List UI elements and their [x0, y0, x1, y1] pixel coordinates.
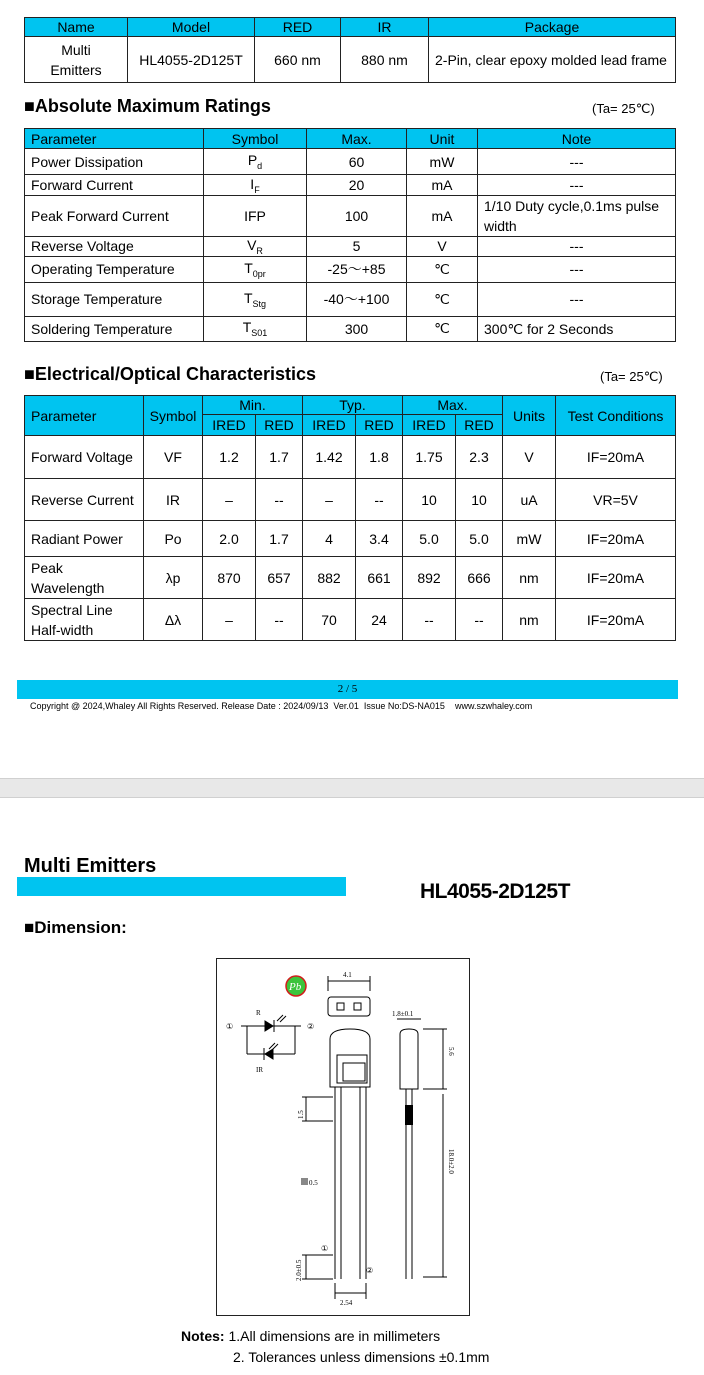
symbol-cell — [204, 282, 307, 316]
cell-ir: 880 nm — [341, 37, 429, 83]
abs-max-row — [25, 237, 676, 257]
eo-symbol-cell: IR — [144, 479, 203, 521]
eo-unit-cell: mW — [503, 521, 556, 557]
note-cell: 1/10 Duty cycle,0.1ms pulse width — [478, 196, 676, 237]
eo-param-cell: Forward Voltage — [25, 436, 144, 479]
symbol-subscript: F — [254, 184, 260, 195]
eo-value-cell: -- — [256, 479, 303, 521]
max-cell: 5 — [307, 237, 407, 257]
eo-value-cell: 1.8 — [356, 436, 403, 479]
abs-max-ta: (Ta= 25℃) — [592, 101, 655, 116]
circuit-pin2: ② — [307, 1022, 315, 1031]
th-eo-typ: Typ. — [303, 396, 403, 415]
eo-unit-cell: nm — [503, 557, 556, 599]
abs-max-row — [25, 256, 676, 282]
eo-row — [25, 557, 676, 599]
symbol-main: T — [242, 319, 252, 336]
label-ir: IR — [256, 1066, 263, 1074]
th-min-ired: IRED — [203, 415, 256, 436]
lead-pin1: ① — [321, 1244, 329, 1253]
note-cell: --- — [478, 256, 676, 282]
th-symbol: Symbol — [204, 129, 307, 149]
dimension-drawing-svg — [217, 959, 469, 1315]
eo-value-cell: 1.7 — [256, 521, 303, 557]
eo-value-cell: 10 — [403, 479, 456, 521]
th-eo-units: Units — [503, 396, 556, 436]
eo-param-cell: Peak Wavelength — [25, 557, 144, 599]
page2-heading: Multi Emitters — [24, 855, 157, 877]
th-eo-parameter: Parameter — [25, 396, 144, 436]
eo-value-cell: – — [303, 479, 356, 521]
symbol-main: T — [244, 259, 253, 276]
symbol-subscript: d — [257, 160, 263, 171]
page-separator — [0, 778, 704, 798]
note-2: 2. Tolerances unless dimensions ±0.1mm — [233, 1349, 490, 1365]
th-model: Model — [128, 18, 255, 37]
symbol-subscript: R — [256, 245, 263, 256]
th-eo-min: Min. — [203, 396, 303, 415]
symbol-main: T — [243, 289, 253, 306]
eo-symbol-cell: Δλ — [144, 599, 203, 641]
eo-value-cell: -- — [356, 479, 403, 521]
cell-name: Multi Emitters — [25, 37, 128, 83]
eo-value-cell: 24 — [356, 599, 403, 641]
eo-row — [25, 521, 676, 557]
abs-max-row — [25, 196, 676, 237]
eo-value-cell: – — [203, 479, 256, 521]
th-package: Package — [429, 18, 676, 37]
website-link[interactable]: www.szwhaley.com — [454, 701, 533, 711]
unit-cell: mA — [407, 175, 478, 196]
dimension-title: ■Dimension: — [24, 918, 127, 937]
eo-test-cell: IF=20mA — [556, 557, 676, 599]
symbol-cell — [204, 316, 307, 341]
eo-value-cell: 1.2 — [203, 436, 256, 479]
abs-max-title: ■Absolute Maximum Ratings — [24, 96, 271, 116]
note-line-1 — [181, 1326, 489, 1347]
eo-param-cell: Reverse Current — [25, 479, 144, 521]
note-cell: --- — [478, 282, 676, 316]
eo-value-cell: 666 — [456, 557, 503, 599]
th-typ-ired: IRED — [303, 415, 356, 436]
eo-symbol-cell: VF — [144, 436, 203, 479]
eo-value-cell: 5.0 — [456, 521, 503, 557]
symbol-main: V — [247, 237, 257, 253]
lead-pin2: ② — [366, 1266, 374, 1275]
eo-value-cell: 5.0 — [403, 521, 456, 557]
eo-value-cell: 1.75 — [403, 436, 456, 479]
th-unit: Unit — [407, 129, 478, 149]
summary-table — [24, 17, 676, 83]
eo-value-cell: 3.4 — [356, 521, 403, 557]
abs-max-row — [25, 175, 676, 196]
eo-symbol-cell: Po — [144, 521, 203, 557]
page2-heading-bar — [17, 877, 346, 896]
pin-width-marker — [301, 1178, 308, 1185]
th-max-ired: IRED — [403, 415, 456, 436]
page-number: 2 / 5 — [337, 683, 358, 695]
notes-label: Notes: — [181, 1328, 225, 1344]
copyright-text: Copyright @ 2024,Whaley All Rights Reserved. — [30, 701, 219, 711]
top-view — [328, 976, 370, 1016]
eo-value-cell: 2.3 — [456, 436, 503, 479]
th-typ-red: RED — [356, 415, 403, 436]
dim-1-8: 1.8±0.1 — [392, 1010, 414, 1018]
symbol-main: I — [250, 175, 255, 192]
th-max-red: RED — [456, 415, 503, 436]
max-cell: 60 — [307, 149, 407, 175]
th-eo-test: Test Conditions — [556, 396, 676, 436]
eo-value-cell: -- — [256, 599, 303, 641]
side-view — [397, 1019, 447, 1279]
eo-test-cell: IF=20mA — [556, 521, 676, 557]
eo-param-cell: Spectral Line Half-width — [25, 599, 144, 641]
th-parameter: Parameter — [25, 129, 204, 149]
dim-0-5: 0.5 — [309, 1179, 318, 1187]
max-cell: 20 — [307, 175, 407, 196]
notes — [181, 1326, 489, 1368]
eo-value-cell: 661 — [356, 557, 403, 599]
dim-4-1: 4.1 — [343, 971, 352, 979]
th-note: Note — [478, 129, 676, 149]
release-date: Release Date : 2024/09/13 — [221, 701, 329, 711]
unit-cell: mW — [407, 149, 478, 175]
param-cell: Soldering Temperature — [25, 316, 204, 341]
copyright-line — [30, 701, 532, 711]
page-footer-bar — [17, 680, 678, 699]
dim-5-6: 5.6 — [447, 1047, 455, 1056]
symbol-subscript: 0pr — [252, 268, 266, 279]
symbol-cell — [204, 196, 307, 237]
eo-value-cell: 657 — [256, 557, 303, 599]
note-cell: --- — [478, 149, 676, 175]
cell-package: 2-Pin, clear epoxy molded lead frame — [429, 37, 676, 83]
eo-test-cell: VR=5V — [556, 479, 676, 521]
param-cell: Storage Temperature — [25, 282, 204, 316]
eo-row — [25, 479, 676, 521]
param-cell: Reverse Voltage — [25, 237, 204, 257]
eo-title: ■Electrical/Optical Characteristics — [24, 364, 317, 384]
note-cell: --- — [478, 175, 676, 196]
symbol-subscript: S01 — [251, 328, 268, 339]
page2-model: HL4055-2D125T — [420, 880, 570, 903]
symbol-cell — [204, 237, 307, 257]
max-cell: 300 — [307, 316, 407, 341]
abs-max-row — [25, 316, 676, 341]
side-lead-band — [405, 1105, 413, 1125]
abs-max-row — [25, 282, 676, 316]
th-min-red: RED — [256, 415, 303, 436]
th-ir: IR — [341, 18, 429, 37]
eo-value-cell: 4 — [303, 521, 356, 557]
unit-cell: ℃ — [407, 282, 478, 316]
eo-value-cell: 892 — [403, 557, 456, 599]
eo-value-cell: -- — [403, 599, 456, 641]
dim-2-54: 2.54 — [340, 1299, 353, 1307]
note-cell: 300℃ for 2 Seconds — [478, 316, 676, 341]
symbol-cell — [204, 149, 307, 175]
th-max: Max. — [307, 129, 407, 149]
eo-value-cell: -- — [456, 599, 503, 641]
circuit-symbol — [241, 1015, 301, 1060]
symbol-cell — [204, 175, 307, 196]
th-eo-max: Max. — [403, 396, 503, 415]
eo-row — [25, 436, 676, 479]
th-name: Name — [25, 18, 128, 37]
eo-unit-cell: V — [503, 436, 556, 479]
cell-model: HL4055-2D125T — [128, 37, 255, 83]
abs-max-table — [24, 128, 676, 342]
symbol-main: P — [247, 152, 258, 169]
symbol-cell — [204, 256, 307, 282]
eo-test-cell: IF=20mA — [556, 436, 676, 479]
eo-value-cell: – — [203, 599, 256, 641]
dim-2-0: 2.0±0.5 — [295, 1259, 303, 1281]
eo-unit-cell: nm — [503, 599, 556, 641]
eo-ta: (Ta= 25℃) — [600, 369, 663, 384]
th-eo-symbol: Symbol — [144, 396, 203, 436]
unit-cell: V — [407, 237, 478, 257]
eo-table — [24, 395, 676, 641]
eo-test-cell: IF=20mA — [556, 599, 676, 641]
symbol-subscript: Stg — [252, 298, 267, 309]
max-cell: -40～+100 — [307, 282, 407, 316]
eo-value-cell: 1.42 — [303, 436, 356, 479]
max-cell: -25～+85 — [307, 256, 407, 282]
eo-value-cell: 882 — [303, 557, 356, 599]
eo-value-cell: 10 — [456, 479, 503, 521]
unit-cell: mA — [407, 196, 478, 237]
symbol-main: IFP — [244, 208, 266, 224]
note-1: 1.All dimensions are in millimeters — [228, 1328, 441, 1344]
dimension-drawing — [216, 958, 470, 1316]
version: Ver.01 — [333, 701, 359, 711]
pb-text: Pb — [289, 981, 302, 993]
circuit-pin1: ① — [226, 1022, 234, 1031]
param-cell: Peak Forward Current — [25, 196, 204, 237]
dim-18-0: 18.0±2.0 — [447, 1149, 455, 1174]
eo-unit-cell: uA — [503, 479, 556, 521]
param-cell: Power Dissipation — [25, 149, 204, 175]
dim-1-5: 1.5 — [297, 1110, 305, 1119]
eo-param-cell: Radiant Power — [25, 521, 144, 557]
param-cell: Operating Temperature — [25, 256, 204, 282]
label-r: R — [256, 1009, 261, 1017]
eo-value-cell: 2.0 — [203, 521, 256, 557]
unit-cell: ℃ — [407, 256, 478, 282]
max-cell: 100 — [307, 196, 407, 237]
note-line-2 — [181, 1347, 489, 1368]
eo-value-cell: 70 — [303, 599, 356, 641]
unit-cell: ℃ — [407, 316, 478, 341]
th-red: RED — [255, 18, 341, 37]
abs-max-row — [25, 149, 676, 175]
eo-row — [25, 599, 676, 641]
eo-value-cell: 870 — [203, 557, 256, 599]
param-cell: Forward Current — [25, 175, 204, 196]
front-view — [302, 1029, 370, 1299]
eo-value-cell: 1.7 — [256, 436, 303, 479]
eo-symbol-cell: λp — [144, 557, 203, 599]
issue-no: Issue No:DS-NA015 — [363, 701, 445, 711]
note-cell: --- — [478, 237, 676, 257]
cell-red: 660 nm — [255, 37, 341, 83]
